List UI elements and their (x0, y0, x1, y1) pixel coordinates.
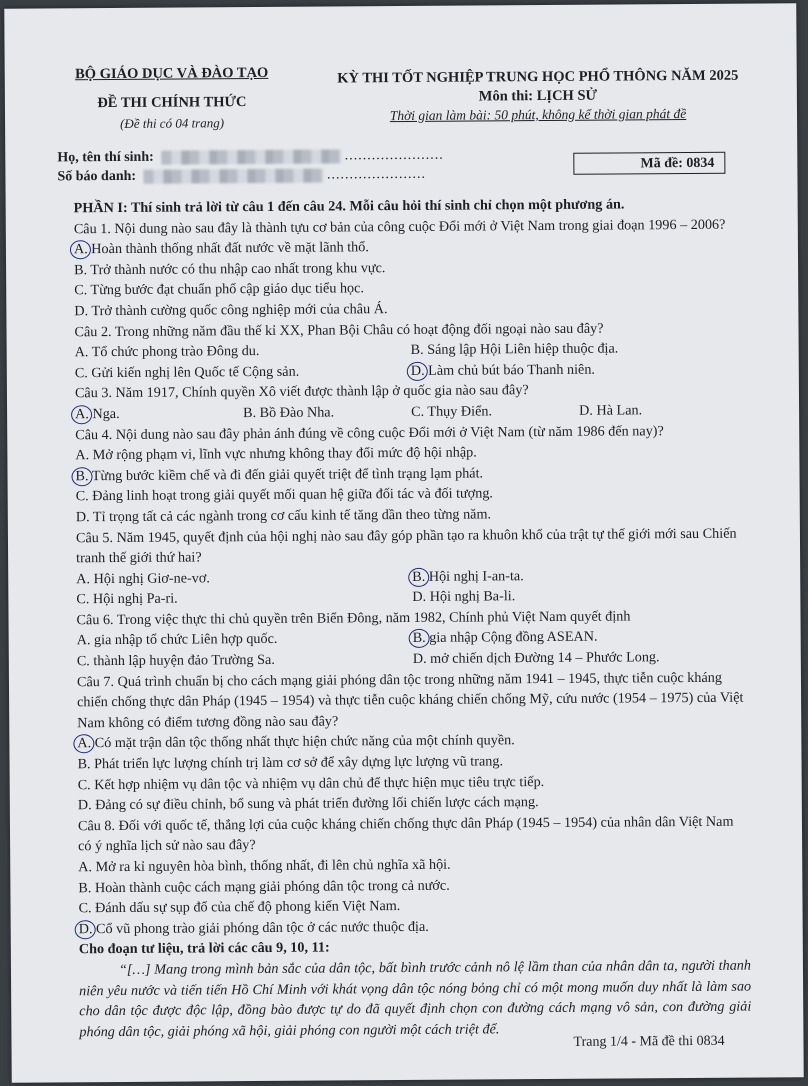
q6-option-d: D. mở chiến dịch Đường 14 – Phước Long. (412, 649, 660, 668)
q6-option-c: C. thành lập huyện đảo Trường Sa. (76, 651, 275, 670)
q8-option-c: C. Đánh dấu sự sụp đổ của chế độ phong kiến Việt Nam. (78, 898, 401, 917)
candidate-name-label: Họ, tên thí sinh: (57, 149, 154, 166)
q8-option-a: A. Mở ra kỉ nguyên hòa bình, thống nhất, đi lên chủ nghĩa xã hội. (78, 856, 451, 876)
q7-option-d: D. Đảng có sự điều chỉnh, bổ sung và phát triển đường lối chiến lược cách mạng. (77, 794, 539, 814)
q5-option-d: D. Hội nghị Ba-li. (412, 588, 516, 606)
q4-option-c: C. Đảng linh hoạt trong giải quyết mối quan hệ giữa đối tác và đối tượng. (75, 485, 494, 505)
ministry-name: BỘ GIÁO DỤC VÀ ĐÀO TẠO (75, 64, 269, 83)
question-3: Câu 3. Năm 1917, Chính quyền Xô viết được thành lập ở quốc gia nào sau đây? (74, 382, 529, 402)
q5-option-c: C. Hội nghị Pa-ri. (76, 590, 178, 608)
page-footer: Trang 1/4 - Mã đề thi 0834 (573, 1033, 725, 1050)
q4-option-d: D. Tỉ trọng tất cả các ngành trong cơ cấu kinh tế tăng dần theo từng năm. (75, 506, 492, 526)
question-7: Câu 7. Quá trình chuẩn bị cho cách mạng giải phóng dân tộc trong những năm 1941 – 1945, thực tiễn cuộc kháng chiến chống thực dân Pháp (1945 – 1954) và thực tiễn cuộc kháng chiến chống Mỹ, cứu nước (1954 – 1975) của Việt Nam không có điểm tương đồng nào sau đây? (76, 669, 744, 732)
q2-option-d: D. Làm chủ bút báo Thanh niên. (411, 358, 747, 381)
name-dots: ...................... (344, 147, 444, 164)
q1-option-d: D. Trở thành cường quốc công nghiệp mới của châu Á. (74, 301, 388, 320)
q6-option-a: A. gia nhập tổ chức Liên hợp quốc. (76, 631, 278, 649)
passage-text: “[…] Mang trong mình bản sắc của dân tộc, bất bình trước cảnh nô lệ lầm than của nhân dân ta, người thanh niên yêu nước và tiến tiến Hồ Chí Minh với khát vọng dân tộc nóng bỏng chỉ có một mong muốn duy nhất là làm sao cho dân tộc được độc lập, đồng bào được tự do đã quyết định chọn con đường cách mạng vô sản, con đường giải phóng dân tộc, giải phóng xã hội, giải phóng con người một cách triệt để. (79, 957, 752, 1041)
exam-content (74, 194, 752, 1043)
q2-option-c: C. Gửi kiến nghị lên Quốc tế Cộng sản. (74, 363, 300, 382)
q5-option-a: A. Hội nghị Giơ-ne-vơ. (76, 570, 210, 587)
q6-option-b: B. gia nhập Cộng đồng ASEAN. (413, 626, 749, 649)
exam-paper (4, 3, 803, 1083)
q8-option-b: B. Hoàn thành cuộc cách mạng giải phóng dân tộc trong cả nước. (78, 877, 450, 896)
q7-option-b: B. Phát triển lực lượng chính trị làm cơ sở để xây dựng lực lượng vũ trang. (77, 753, 504, 773)
exam-time: Thời gian làm bài: 50 phút, không kể thời gian phát đề (389, 106, 687, 124)
q3-option-b: B. Bồ Đào Nha. (243, 404, 335, 422)
exam-title: KỲ THI TỐT NGHIỆP TRUNG HỌC PHỔ THÔNG NĂM 2025 (337, 67, 739, 87)
q1-option-a: A. Hoàn thành thống nhất đất nước về mặt lãnh thổ. (74, 235, 746, 260)
passage-intro: Cho đoạn tư liệu, trả lời các câu 9, 10, 11: (78, 939, 330, 958)
q5-option-b: B. Hội nghị I-an-ta. (412, 564, 748, 587)
q2-option-b: B. Sáng lập Hội Liên hiệp thuộc địa. (410, 340, 619, 359)
question-4: Câu 4. Nội dung nào sau đây phản ánh đúng về công cuộc Đổi mới ở Việt Nam (từ năm 1986 đến nay)? (75, 422, 664, 443)
q4-option-b: B. Từng bước kiềm chế và đi đến giải quyết triệt để tình trạng lạm phát. (75, 461, 747, 486)
question-6: Câu 6. Trong việc thực thi chủ quyền trên Biển Đông, năm 1982, Chính phủ Việt Nam quyết định (76, 608, 631, 629)
question-5: Câu 5. Năm 1945, quyết định của hội nghị nào sau đây góp phần tạo ra khuôn khổ của trật tự thế giới mới sau Chiến tranh thế giới thứ hai? (75, 525, 737, 567)
pages-note: (Đề thi có 04 trang) (120, 115, 225, 131)
q3-option-c: C. Thụy Điển. (411, 403, 493, 420)
header-left (57, 65, 287, 133)
header-right (323, 68, 753, 125)
official-label: ĐỀ THI CHÍNH THỨC (97, 94, 247, 112)
q1-option-c: C. Từng bước đạt chuẩn phổ cập giáo dục tiểu học. (74, 280, 365, 299)
candidate-info (57, 146, 444, 187)
question-8: Câu 8. Đối với quốc tế, thắng lợi của cuộc kháng chiến chống thực dân Pháp (1945 – 1954) của nhân dân Việt Nam có ý nghĩa lịch sử nào sau đây? (77, 813, 734, 855)
q1-option-b: B. Trở thành nước có thu nhập cao nhất trong khu vực. (74, 259, 386, 279)
q7-option-c: C. Kết hợp nhiệm vụ dân tộc và nhiệm vụ dân chủ để thực hiện mục tiêu trực tiếp. (77, 773, 545, 793)
q4-option-a: A. Mở rộng phạm vi, lĩnh vực nhưng không thay đổi mức độ hội nhập. (75, 444, 477, 464)
q7-option-a: A. Có mặt trận dân tộc thống nhất thực hiện chức năng của một chính quyền. (77, 729, 749, 754)
q3-option-a: A. Nga. (75, 403, 243, 425)
q2-option-a: A. Tổ chức phong trào Đông du. (74, 343, 260, 361)
redacted-id (143, 168, 323, 183)
id-dots: ...................... (326, 166, 427, 183)
question-2: Câu 2. Trong những năm đầu thế kỉ XX, Phan Bội Châu có hoạt động đối ngoại nào sau đây? (74, 320, 604, 340)
question-1: Câu 1. Nội dung nào sau đây là thành tựu cơ bản của công cuộc Đổi mới ở Việt Nam trong giai đoạn 1996 – 2006? (73, 216, 726, 237)
part-heading: PHẦN I: Thí sinh trả lời từ câu 1 đến câu 24. Mỗi câu hỏi thí sinh chỉ chọn một phương án. (73, 196, 625, 217)
q8-option-d: D. Cổ vũ phong trào giải phóng dân tộc ở các nước thuộc địa. (79, 914, 751, 939)
q3-option-d: D. Hà Lan. (579, 402, 643, 419)
candidate-id-label: Số báo danh: (57, 168, 137, 185)
exam-subject: Môn thi: LỊCH SỬ (478, 87, 598, 105)
redacted-name (161, 149, 341, 164)
exam-code-box: Mã đề: 0834 (573, 152, 725, 175)
